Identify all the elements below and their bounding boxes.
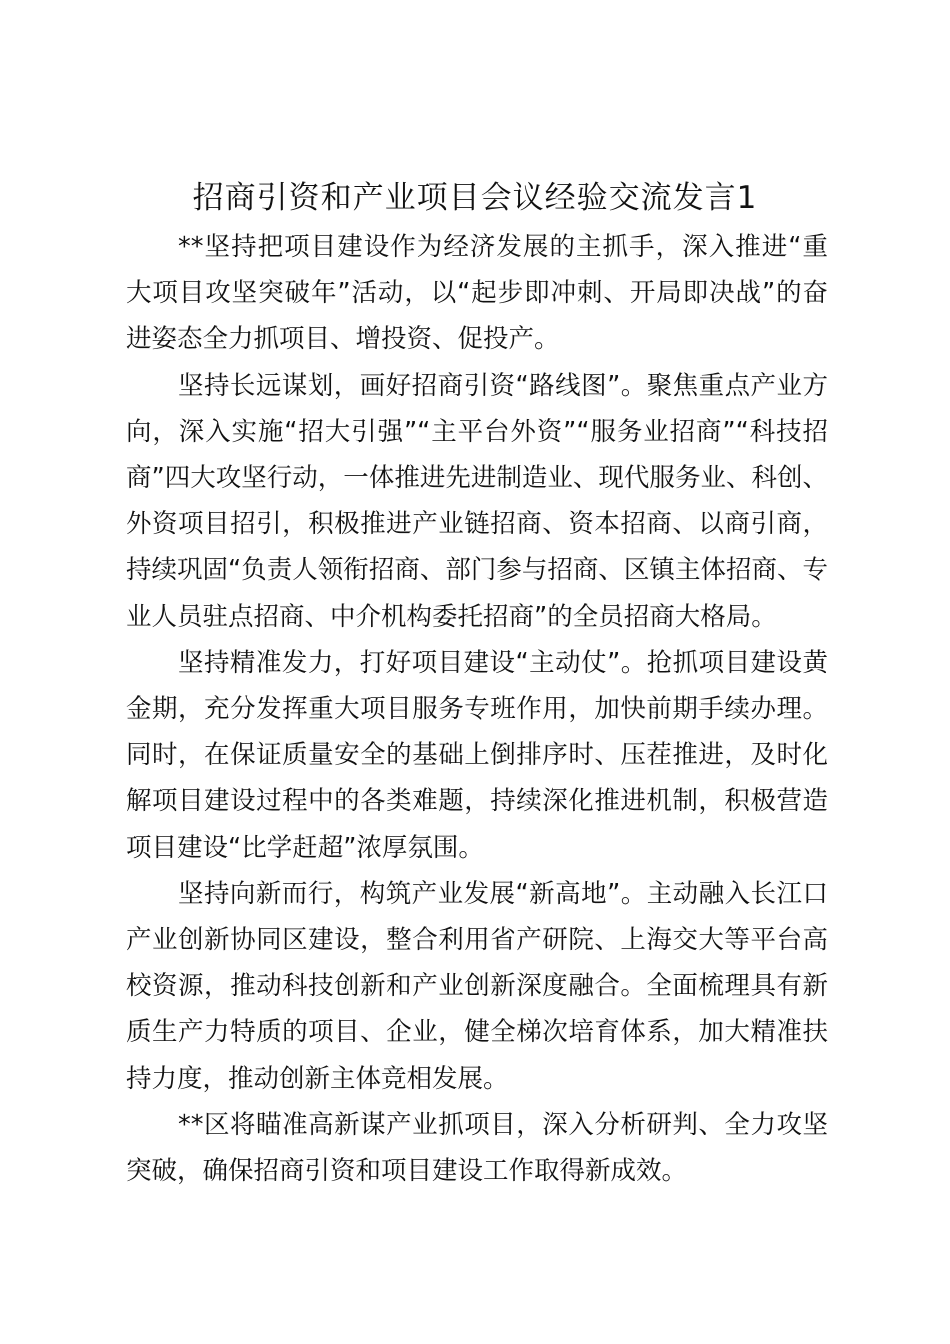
paragraph-planning: 坚持长远谋划，画好招商引资“路线图”。聚焦重点产业方向，深入实施“招大引强”“主平台外资”“服务业招商”“科技招商”四大攻坚行动，一体推进先进制造业、现代服务业、科创、外资项目招引，积极推进产业链招商、资本招商、以商引商，持续巩固“负责人领衔招商、部门参与招商、区镇主体招商、专业人员驻点招商、中介机构委托招商”的全员招商大格局。 [126,370,828,632]
document-body [126,224,828,1194]
paragraph-conclusion: **区将瞄准高新谋产业抓项目，深入分析研判、全力攻坚突破，确保招商引资和项目建设工作取得新成效。 [126,1109,828,1187]
document-title: 招商引资和产业项目会议经验交流发言1 [192,180,758,216]
paragraph-precision: 坚持精准发力，打好项目建设“主动仗”。抢抓项目建设黄金期，充分发挥重大项目服务专班作用，加快前期手续办理。同时，在保证质量安全的基础上倒排序时、压茬推进，及时化解项目建设过程中的各类难题，持续深化推进机制，积极营造项目建设“比学赶超”浓厚氛围。 [126,647,828,863]
paragraph-innovation: 坚持向新而行，构筑产业发展“新高地”。主动融入长江口产业创新协同区建设，整合利用省产研院、上海交大等平台高校资源，推动科技创新和产业创新深度融合。全面梳理具有新质生产力特质的项目、企业，健全梯次培育体系，加大精准扶持力度，推动创新主体竞相发展。 [126,878,828,1094]
paragraph-intro: **坚持把项目建设作为经济发展的主抓手，深入推进“重大项目攻坚突破年”活动，以“起步即冲刺、开局即决战”的奋进姿态全力抓项目、增投资、促投产。 [126,232,828,355]
